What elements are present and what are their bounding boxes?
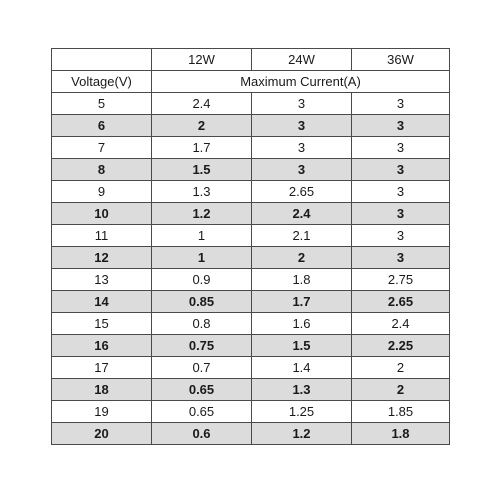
current-12w-cell: 2.4 [152,93,252,115]
table-row [52,137,450,159]
current-24w-cell: 3 [252,159,352,181]
corner-cell [52,49,152,71]
table-row [52,313,450,335]
table-row [52,93,450,115]
voltage-cell: 7 [52,137,152,159]
current-36w-cell: 3 [352,203,450,225]
voltage-cell: 14 [52,291,152,313]
current-36w-cell: 1.8 [352,423,450,445]
current-36w-cell: 2 [352,357,450,379]
current-36w-cell: 3 [352,137,450,159]
current-36w-cell: 3 [352,159,450,181]
header-12w: 12W [152,49,252,71]
header-24w: 24W [252,49,352,71]
current-36w-cell: 2.65 [352,291,450,313]
current-12w-cell: 1 [152,225,252,247]
current-table [51,48,450,445]
current-36w-cell: 3 [352,225,450,247]
table-row [52,335,450,357]
current-36w-cell: 2.4 [352,313,450,335]
current-24w-cell: 3 [252,115,352,137]
current-12w-cell: 2 [152,115,252,137]
current-12w-cell: 0.65 [152,379,252,401]
voltage-cell: 9 [52,181,152,203]
current-24w-cell: 1.3 [252,379,352,401]
current-24w-cell: 1.8 [252,269,352,291]
voltage-cell: 16 [52,335,152,357]
current-12w-cell: 0.7 [152,357,252,379]
current-24w-cell: 3 [252,137,352,159]
voltage-cell: 15 [52,313,152,335]
current-12w-cell: 0.85 [152,291,252,313]
table-row [52,379,450,401]
voltage-cell: 5 [52,93,152,115]
voltage-cell: 19 [52,401,152,423]
current-12w-cell: 1.2 [152,203,252,225]
current-24w-cell: 2.4 [252,203,352,225]
table-row [52,423,450,445]
current-12w-cell: 0.65 [152,401,252,423]
current-36w-cell: 3 [352,181,450,203]
table-row [52,115,450,137]
current-12w-cell: 0.6 [152,423,252,445]
current-24w-cell: 2.65 [252,181,352,203]
voltage-cell: 12 [52,247,152,269]
current-24w-cell: 1.25 [252,401,352,423]
voltage-cell: 8 [52,159,152,181]
table-row [52,181,450,203]
current-12w-cell: 0.8 [152,313,252,335]
current-36w-cell: 2.75 [352,269,450,291]
max-current-header: Maximum Current(A) [152,71,450,93]
current-36w-cell: 2 [352,379,450,401]
table-row [52,269,450,291]
table-row [52,357,450,379]
voltage-cell: 20 [52,423,152,445]
table-row [52,401,450,423]
current-24w-cell: 1.5 [252,335,352,357]
wattage-header-row [52,49,450,71]
label-header-row [52,71,450,93]
current-24w-cell: 1.2 [252,423,352,445]
table-row [52,247,450,269]
voltage-cell: 11 [52,225,152,247]
current-12w-cell: 1 [152,247,252,269]
current-24w-cell: 1.7 [252,291,352,313]
current-24w-cell: 2 [252,247,352,269]
current-24w-cell: 2.1 [252,225,352,247]
table-row [52,291,450,313]
current-12w-cell: 0.9 [152,269,252,291]
voltage-cell: 6 [52,115,152,137]
table-row [52,203,450,225]
current-12w-cell: 0.75 [152,335,252,357]
current-24w-cell: 3 [252,93,352,115]
current-36w-cell: 3 [352,247,450,269]
current-12w-cell: 1.3 [152,181,252,203]
current-36w-cell: 3 [352,115,450,137]
current-36w-cell: 3 [352,93,450,115]
table-row [52,159,450,181]
voltage-cell: 10 [52,203,152,225]
voltage-cell: 18 [52,379,152,401]
current-24w-cell: 1.4 [252,357,352,379]
current-24w-cell: 1.6 [252,313,352,335]
table-row [52,225,450,247]
current-12w-cell: 1.7 [152,137,252,159]
voltage-cell: 13 [52,269,152,291]
current-36w-cell: 2.25 [352,335,450,357]
current-12w-cell: 1.5 [152,159,252,181]
voltage-cell: 17 [52,357,152,379]
current-36w-cell: 1.85 [352,401,450,423]
header-36w: 36W [352,49,450,71]
voltage-header: Voltage(V) [52,71,152,93]
